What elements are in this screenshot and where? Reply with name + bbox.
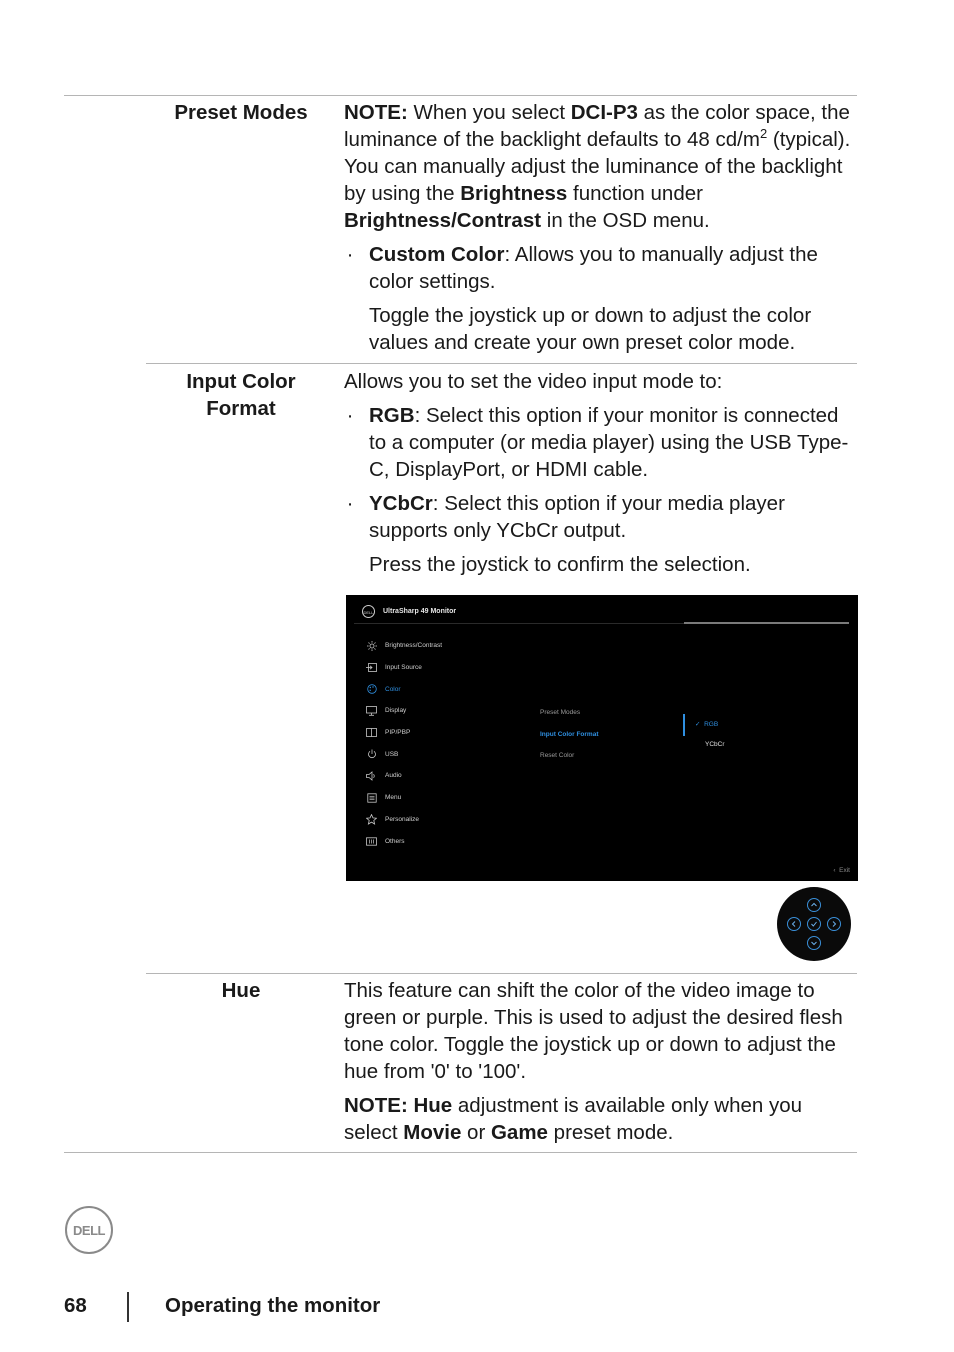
power-icon (366, 749, 377, 760)
menu-icon (366, 792, 377, 803)
osd-selection-bar (683, 714, 685, 736)
osd-menu-item-brightness-contrast[interactable]: Brightness/Contrast (366, 635, 442, 657)
row-label-hue: Hue (221, 979, 261, 1002)
input-icon (366, 662, 377, 673)
list-item: · Custom Color: Allows you to manually adjust the color settings. (344, 241, 854, 295)
bullet-icon: · (346, 243, 354, 266)
star-icon (366, 814, 377, 825)
page-number: 68 (64, 1294, 87, 1317)
table-top-rule (64, 95, 857, 96)
osd-menu-item-audio[interactable]: Audio (366, 765, 442, 787)
osd-option-rgb[interactable]: ✓ RGB (695, 721, 719, 728)
osd-main-menu (366, 635, 442, 852)
osd-dell-logo: DELL (362, 605, 375, 618)
osd-color-submenu (540, 709, 599, 774)
check-icon: ✓ (695, 721, 701, 728)
input-color-intro: Allows you to set the video input mode to: (344, 370, 723, 393)
chevron-right-icon (827, 917, 841, 931)
osd-menu-item-input-source[interactable]: Input Source (366, 657, 442, 679)
list-item: · YCbCr: Select this option if your media player supports only YCbCr output. (344, 490, 854, 544)
row-divider (146, 973, 857, 974)
osd-menu-item-color[interactable]: Color (366, 678, 442, 700)
osd-screenshot (346, 595, 858, 881)
speaker-icon (366, 770, 377, 781)
osd-menu-item-display[interactable]: Display (366, 700, 442, 722)
footer-divider (127, 1292, 129, 1322)
monitor-icon (366, 705, 377, 716)
dell-logo: DELL (65, 1206, 113, 1254)
row-content-preset-modes (344, 99, 854, 363)
row-divider (146, 363, 857, 364)
footer-section-title: Operating the monitor (165, 1294, 381, 1317)
osd-submenu-item-reset-color[interactable]: Reset Color (540, 752, 575, 759)
osd-menu-item-others[interactable]: Others (366, 830, 442, 852)
hue-note: NOTE: Hue adjustment is available only when you select Movie or Game preset mode. (344, 1094, 803, 1144)
pip-icon (366, 727, 377, 738)
chevron-left-icon (787, 917, 801, 931)
osd-divider (354, 623, 684, 624)
osd-submenu-item-preset-modes[interactable]: Preset Modes (540, 709, 581, 716)
check-icon (807, 917, 821, 931)
joystick-graphic (777, 887, 851, 961)
osd-menu-item-pip-pbp[interactable]: PIP/PBP (366, 722, 442, 744)
osd-menu-item-menu[interactable]: Menu (366, 787, 442, 809)
preset-note: NOTE: When you select DCI-P3 as the color space, the luminance of the backlight defaults to 48 $cd/m^2$ (typical). You can manually adjust the luminance of the backlight by using the Brightness function under Brightness/Contrast in the OSD menu. (344, 101, 851, 232)
sun-icon (366, 640, 377, 651)
osd-header (362, 604, 456, 618)
osd-exit-button[interactable]: ‹ Exit (833, 867, 850, 874)
row-content-input-color-format (344, 368, 854, 585)
osd-menu-item-usb[interactable]: USB (366, 743, 442, 765)
hue-description: This feature can shift the color of the video image to green or purple. This is used to adjust the desired flesh tone color. Toggle the joystick up or down to adjust the hue from '0' to '100'. (344, 979, 843, 1083)
osd-menu-item-personalize[interactable]: Personalize (366, 809, 442, 831)
preset-toggle-text: Toggle the joystick up or down to adjust the color values and create your own preset color mode. (369, 304, 812, 354)
chevron-up-icon (807, 898, 821, 912)
osd-title: UltraSharp 49 Monitor (383, 607, 457, 615)
osd-submenu-item-input-color-format[interactable]: Input Color Format (540, 730, 599, 738)
others-icon (366, 836, 377, 847)
osd-divider (684, 622, 849, 624)
row-label-preset-modes: Preset Modes (174, 101, 308, 124)
row-content-hue (344, 977, 854, 1153)
input-color-press-text: Press the joystick to confirm the selection. (369, 553, 751, 576)
chevron-down-icon (807, 936, 821, 950)
bullet-icon: · (346, 492, 354, 515)
list-item: · RGB: Select this option if your monitor is connected to a computer (or media player) using the USB Type-C, DisplayPort, or HDMI cable. (344, 402, 854, 483)
osd-option-ycbcr[interactable]: YCbCr (705, 741, 725, 748)
bullet-icon: · (346, 404, 354, 427)
chevron-left-icon: ‹ (833, 867, 836, 874)
row-label-input-color-format: Input Color Format (186, 370, 296, 420)
palette-icon (366, 684, 377, 695)
